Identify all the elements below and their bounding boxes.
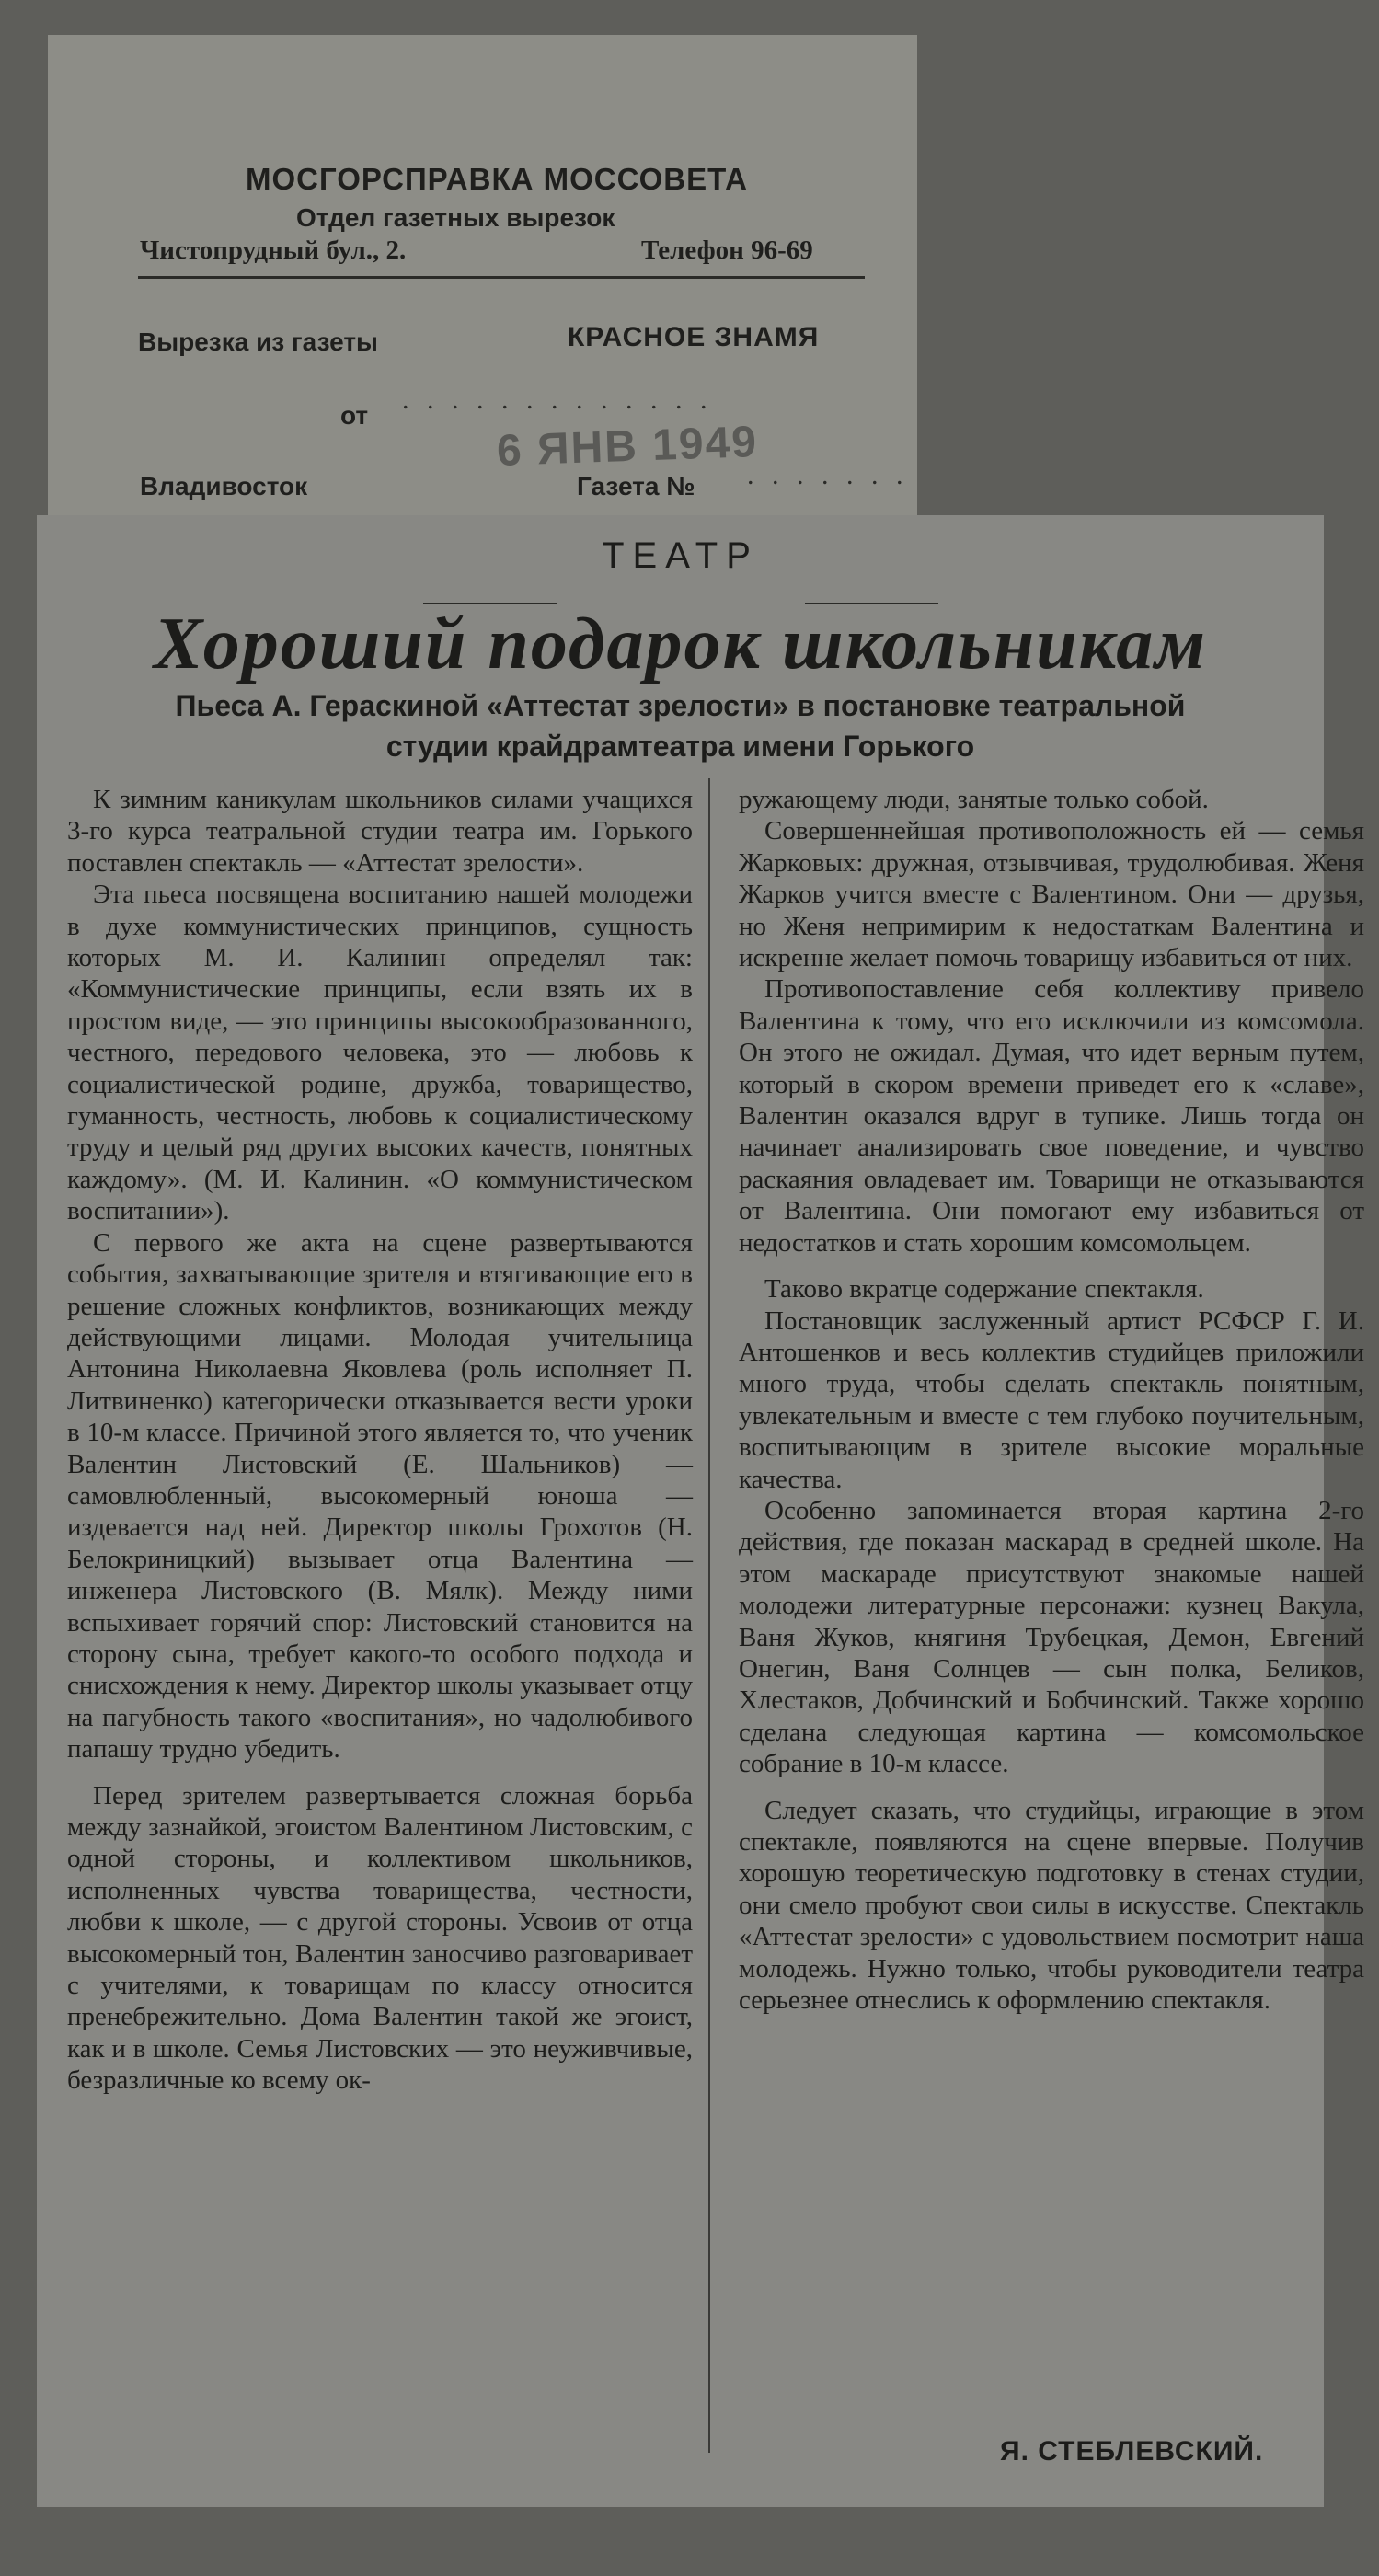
subtitle-line-2: студии крайдрамтеатра имени Горького (385, 730, 975, 763)
paragraph: К зимним каникулам школьников силами учащихся 3-го курса театральной студии театра им. Горького поставлен спектакль — «Аттестат зрелости». (67, 785, 693, 878)
right-column (739, 784, 1364, 2016)
date-dots: . . . . . . . . . . . . . (402, 385, 713, 415)
article-title: Хороший подарок школьникам (153, 604, 1208, 684)
date-label: от (340, 401, 369, 430)
article-subtitle (37, 685, 1324, 766)
rubric: ТЕАТР (602, 535, 759, 576)
paragraph: Перед зрителем развертывается сложная борьба между зазнайкой, эгоистом Валентином Листовским, с одной стороны, и коллективом школьников, исполненных чувства товарищества, честности, любви к школе, — с другой стороны. Усвоив от отца высокомерный тон, Валентин заносчиво разговаривает с учителями, к товарищам по классу относится пренебрежительно. Дома Валентин такой же эгоист, как и в школе. Семья Листовских — это неуживчивые, безразличные ко всему ок- (67, 1780, 693, 2096)
date-stamp: 6 ЯНВ 1949 (496, 418, 759, 476)
bureau-name: МОСГОРСПРАВКА МОССОВЕТА (246, 162, 749, 196)
newspaper-article (37, 515, 1364, 2507)
paragraph: Особенно запоминается вторая картина 2-го действия, где показан маскарад в средней школе. На этом маскараде присутствуют знакомые нашей молодежи литературные персонажи: кузнец Вакула, Ваня Жуков, княгиня Трубецкая, Демон, Евгений Онегин, Ваня Солнцев — сын полка, Беликов, Хлестаков, Добчинский и Бобчинский. Также хорошо сделана следующая картина — комсомольское собрание в 10-м классе. (739, 1495, 1364, 1779)
clip-label: Вырезка из газеты (138, 328, 378, 356)
paragraph: Таково вкратце содержание спектакля. (764, 1274, 1204, 1305)
author-signature: Я. СТЕБЛЕВСКИЙ. (1000, 2436, 1264, 2467)
clipping-bureau-stamp (48, 35, 917, 550)
paragraph: Эта пьеса посвящена воспитанию нашей молодежи в духе коммунистических принципов, сущность которых М. И. Калинин определял так: «Коммунистические принципы, если взять их в простом виде, — это принципы высокообразованного, честного, передового человека, это — любовь к социалистической родине, дружба, товарищество, гуманность, честность, любовь к социалистическому труду и целый ряд других высоких качеств, понятных каждому». (М. И. Калинин. «О коммунистическом воспитании»). (67, 880, 693, 1226)
newspaper-name: КРАСНОЕ ЗНАМЯ (568, 322, 820, 352)
issue-dots: . . . . . . . (747, 460, 909, 490)
paragraph: Совершеннейшая противоположность ей — семья Жарковых: дружная, отзывчивая, трудолюбивая. Женя Жарков учится вместе с Валентином. Они — друзья, но Женя непримирим к недостаткам Валентина и искренне желает помочь товарищу избавиться от них. (739, 816, 1364, 973)
paragraph: Постановщик заслуженный артист РСФСР Г. И. Антошенков и весь коллектив студийцев приложили много труда, чтобы сделать спектакль понятным, увлекательным и вместе с тем глубоко поучительным, воспитывающим в зрителе высокие моральные качества. (739, 1305, 1364, 1494)
left-column (67, 784, 693, 2097)
column-divider (708, 778, 710, 2453)
bureau-department: Отдел газетных вырезок (296, 203, 615, 232)
paragraph: Следует сказать, что студийцы, играющие в этом спектакле, появляются на сцене впервые. Получив хорошую теоретическую подготовку в стенах студии, они смело пробуют свои силы в искусстве. Спектакль «Аттестат зрелости» с удовольствием посмотрит наша молодежь. Нужно только, чтобы руководители театра серьезнее отнеслись к оформлению спектакля. (739, 1795, 1364, 2016)
bureau-address: Чистопрудный бул., 2. (140, 236, 407, 265)
paragraph: Противопоставление себя коллективу привело Валентина к тому, что его исключили из комсомола. Он этого не ожидал. Думая, что идет верным путем, который в скором времени приведет его к «славе», Валентин оказался вдруг в тупике. Лишь тогда он начинает анализировать свое поведение, и чувство раскаяния овладевает им. Товарищи не отказываются от Валентина. Они помогают ему избавиться от недостатков и стать хорошим комсомольцем. (739, 974, 1364, 1258)
city: Владивосток (140, 472, 308, 500)
bureau-phone: Телефон 96-69 (641, 236, 813, 265)
issue-label: Газета № (577, 472, 695, 500)
paragraph: С первого же акта на сцене развертываются события, захватывающие зрителя и втягивающие его в решение сложных конфликтов, возникающих между действующими лицами. Молодая учительница Антонина Николаевна Яковлева (роль исполняет П. Литвиненко) категорически отказывается вести уроки в 10-м классе. Причиной этого является то, что ученик Валентин Листовский (Е. Шальников) — самовлюбленный, высокомерный юноша — издевается над ней. Директор школы Грохотов (Н. Белокриницкий) вызывает отца Валентина — инженера Листовского (В. Мялк). Между ними вспыхивает горячий спор: Листовский становится на сторону сына, требует какого-то особого подхода и снисхождения к нему. Директор школы указывает отцу на пагубность такого «воспитания», но чадолюбивого папашу трудно убедить. (67, 1227, 693, 1765)
subtitle-line-1: Пьеса А. Гераскиной «Аттестат зрелости» в постановке театральной (175, 689, 1186, 722)
paragraph: ружающему люди, занятые только собой. (739, 785, 1209, 814)
stamp-rule (138, 276, 865, 279)
